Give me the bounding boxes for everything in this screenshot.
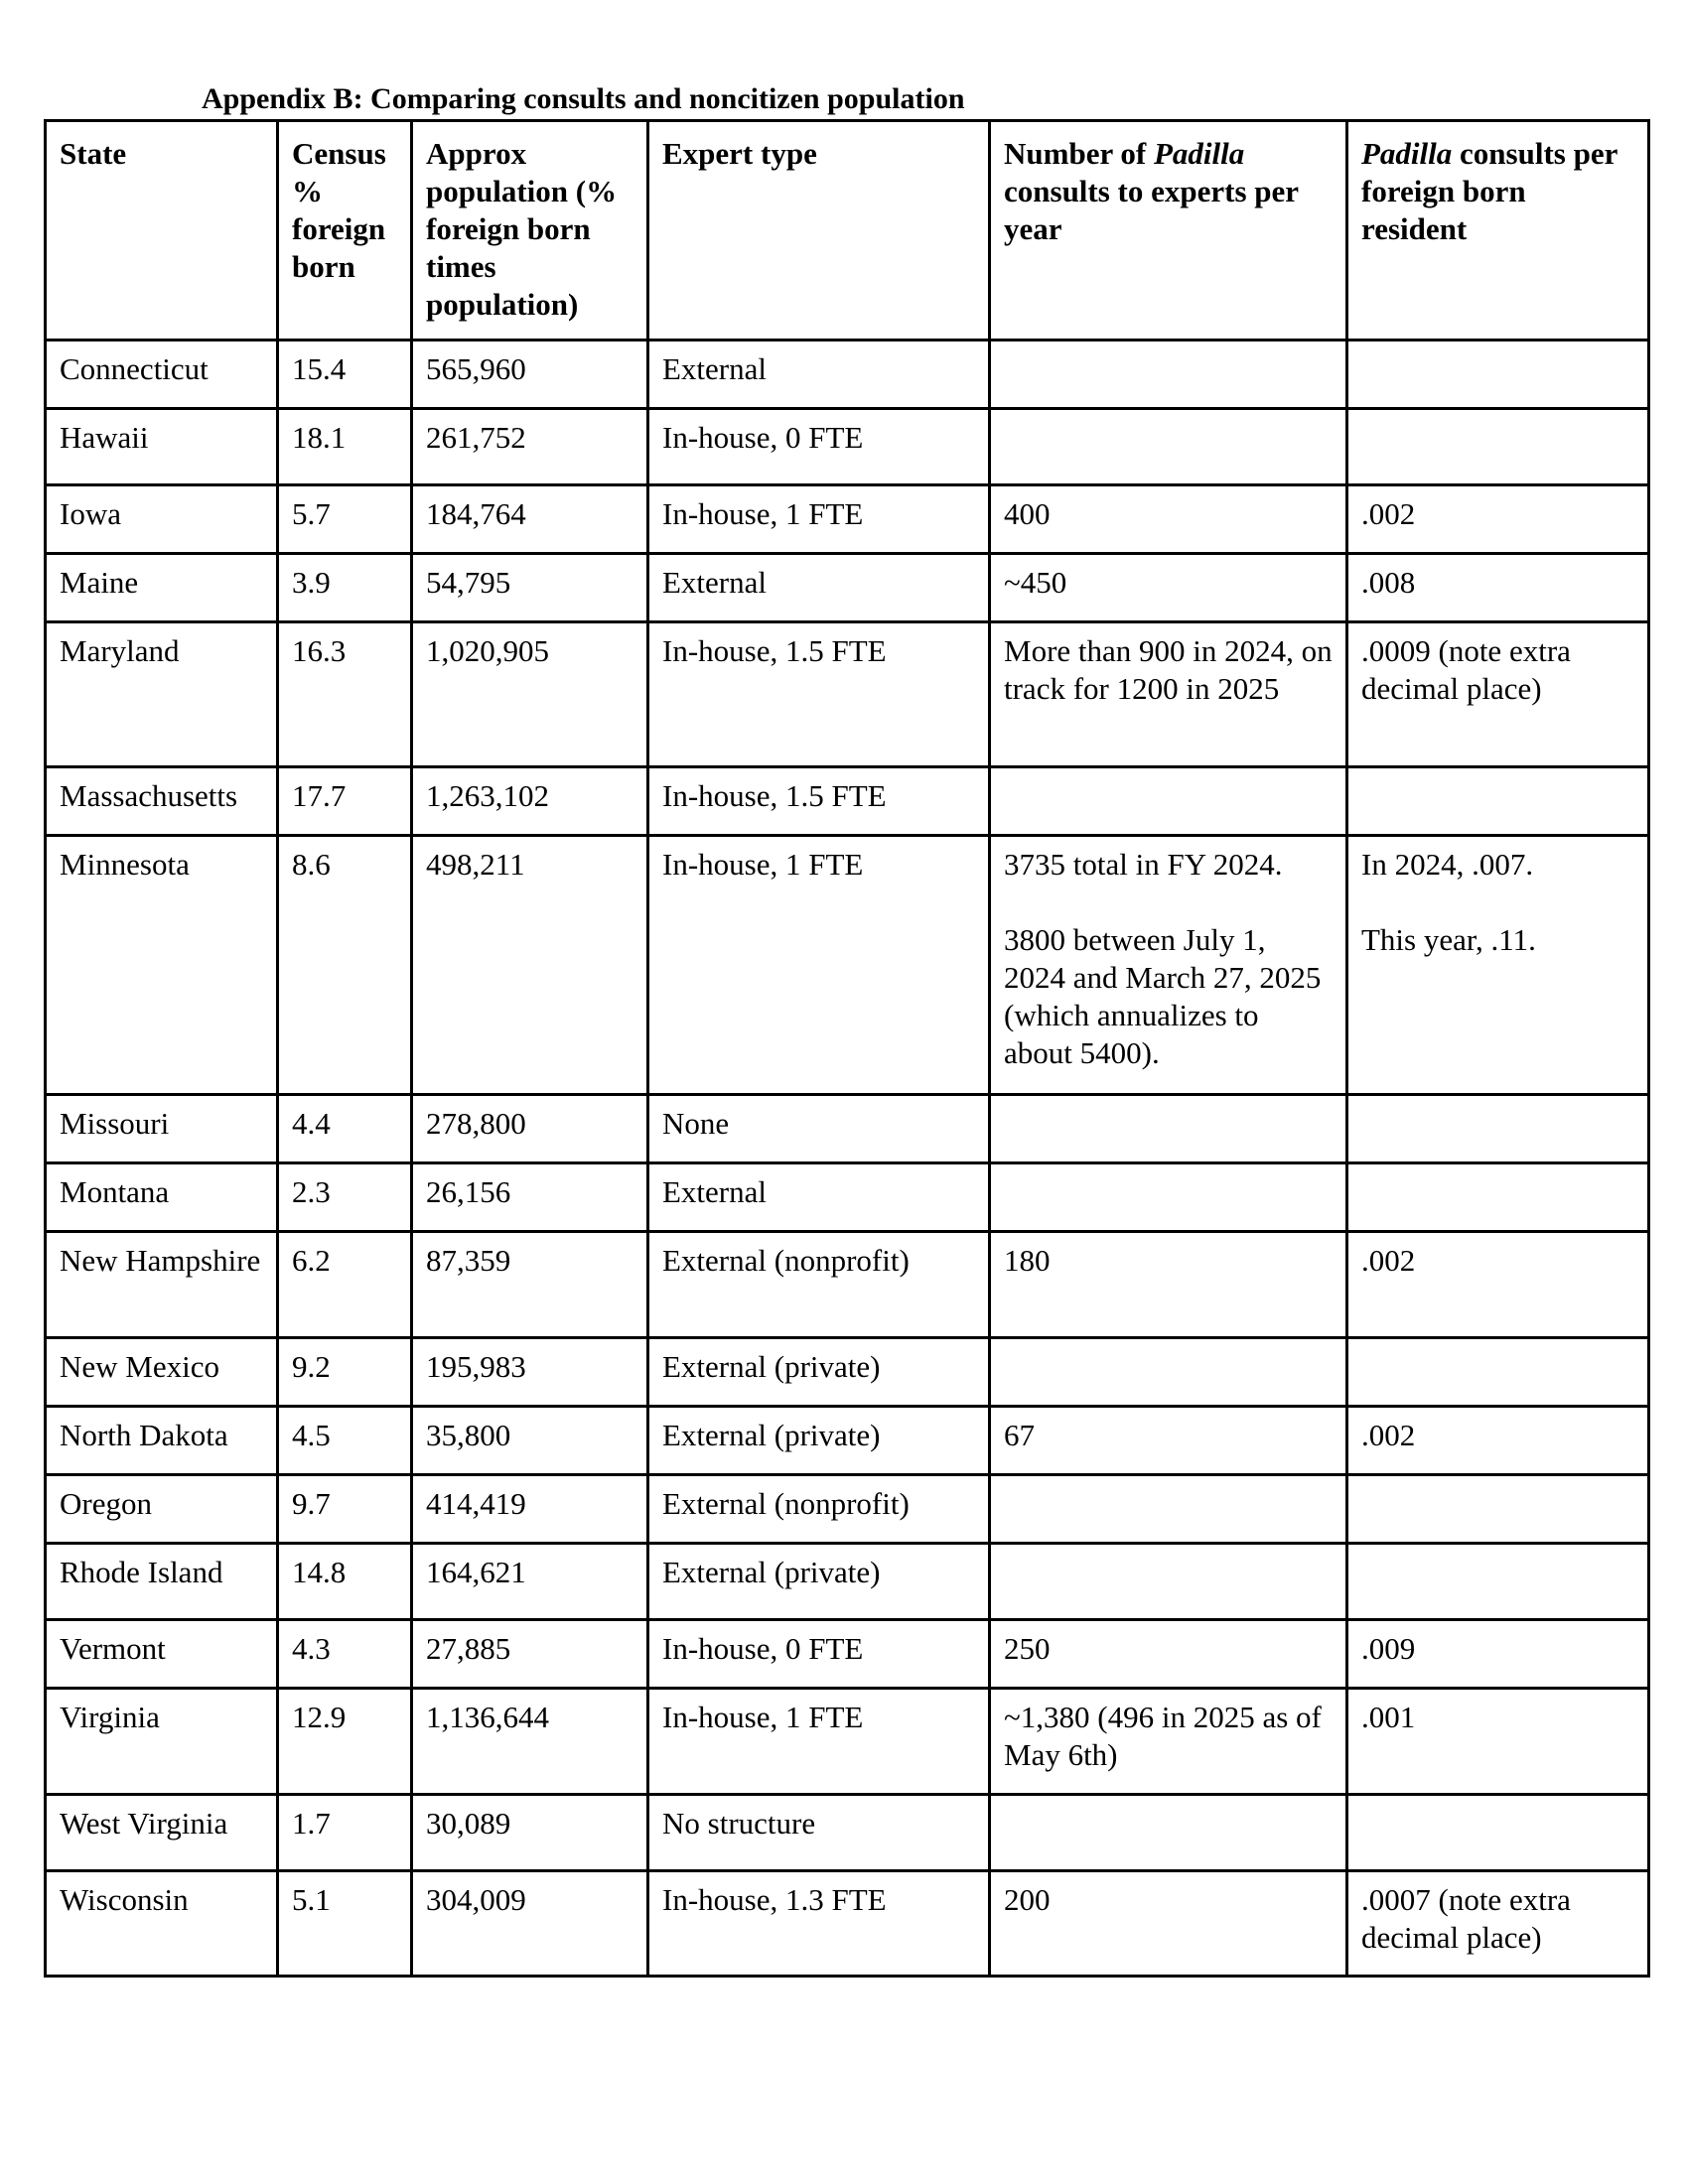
approx-population-cell [412, 622, 648, 767]
expert-type-cell [648, 1475, 990, 1544]
approx-population-cell [412, 1544, 648, 1620]
expert-type-cell [648, 1689, 990, 1795]
expert-type-cell-text: External [662, 1174, 768, 1209]
census-cell-text: 17.7 [292, 778, 347, 813]
approx-population-cell-text: 164,621 [426, 1555, 526, 1589]
state-cell-text: Missouri [60, 1106, 170, 1141]
census-cell [278, 1871, 412, 1977]
consults-ratio-cell [1347, 1795, 1649, 1871]
table-row [46, 554, 1649, 622]
state-cell-text: Minnesota [60, 847, 190, 882]
census-cell-text: 8.6 [292, 847, 331, 882]
table-row [46, 485, 1649, 554]
approx-population-cell [412, 1163, 648, 1232]
approx-population-cell [412, 1620, 648, 1689]
header-number-italic: Padilla [1153, 136, 1245, 171]
header-number-pre: Number of [1004, 136, 1154, 171]
approx-population-cell [412, 1338, 648, 1407]
approx-population-cell-text: 304,009 [426, 1882, 526, 1917]
consults-ratio-cell [1347, 1232, 1649, 1338]
state-cell [46, 1407, 278, 1475]
table-row [46, 1620, 1649, 1689]
census-cell-text: 4.3 [292, 1631, 331, 1666]
census-cell [278, 836, 412, 1095]
state-cell-text: New Hampshire [60, 1243, 261, 1278]
expert-type-cell-text: External (private) [662, 1349, 881, 1384]
expert-type-cell [648, 1544, 990, 1620]
census-cell [278, 554, 412, 622]
expert-type-cell-text: External [662, 565, 768, 600]
approx-population-cell-text: 261,752 [426, 420, 526, 455]
approx-population-cell-text: 565,960 [426, 351, 526, 386]
consults-number-cell [990, 622, 1347, 767]
consults-number-cell [990, 485, 1347, 554]
census-cell [278, 1338, 412, 1407]
state-cell-text: Connecticut [60, 351, 209, 386]
table-row [46, 1544, 1649, 1620]
consults-number-cell [990, 1620, 1347, 1689]
census-cell [278, 1407, 412, 1475]
consults-ratio-cell [1347, 409, 1649, 485]
consults-ratio-cell [1347, 1871, 1649, 1977]
state-cell-text: Iowa [60, 496, 121, 531]
approx-population-cell-text: 87,359 [426, 1243, 511, 1278]
census-cell-text: 15.4 [292, 351, 347, 386]
census-cell-text: 18.1 [292, 420, 347, 455]
consults-number-cell [990, 1407, 1347, 1475]
census-cell [278, 1163, 412, 1232]
consults-number-cell [990, 1232, 1347, 1338]
state-cell [46, 1232, 278, 1338]
consults-table [44, 119, 1650, 1978]
approx-population-cell [412, 1407, 648, 1475]
census-cell-text: 12.9 [292, 1700, 347, 1734]
consults-ratio-cell-text: .0007 (note extra decimal place) [1361, 1882, 1571, 1955]
state-cell [46, 767, 278, 836]
approx-population-cell [412, 485, 648, 554]
approx-population-cell-text: 195,983 [426, 1349, 526, 1384]
state-cell [46, 1475, 278, 1544]
approx-population-cell-text: 1,136,644 [426, 1700, 549, 1734]
table-row [46, 767, 1649, 836]
consults-ratio-cell [1347, 554, 1649, 622]
state-cell-text: Maryland [60, 633, 180, 668]
census-cell-text: 14.8 [292, 1555, 347, 1589]
consults-ratio-cell-text: .0009 (note extra decimal place) [1361, 633, 1571, 706]
consults-number-cell-text: 400 [1004, 496, 1051, 531]
table-header-row [46, 121, 1649, 341]
approx-population-cell [412, 767, 648, 836]
state-cell-text: Hawaii [60, 420, 149, 455]
consults-number-cell [990, 554, 1347, 622]
approx-population-cell-text: 30,089 [426, 1806, 511, 1841]
approx-population-cell [412, 1795, 648, 1871]
consults-number-cell [990, 1475, 1347, 1544]
consults-number-cell [990, 1689, 1347, 1795]
expert-type-cell [648, 1871, 990, 1977]
expert-type-cell-text: External (private) [662, 1418, 881, 1452]
expert-type-cell [648, 1095, 990, 1163]
expert-type-cell [648, 1407, 990, 1475]
consults-ratio-cell-text: .009 [1361, 1631, 1416, 1666]
census-cell-text: 4.5 [292, 1418, 331, 1452]
consults-ratio-cell [1347, 485, 1649, 554]
census-cell [278, 1689, 412, 1795]
state-cell [46, 1338, 278, 1407]
consults-ratio-cell-text: In 2024, .007. [1361, 847, 1534, 882]
expert-type-cell [648, 1163, 990, 1232]
state-cell [46, 409, 278, 485]
approx-population-cell-text: 1,020,905 [426, 633, 549, 668]
consults-ratio-cell [1347, 1544, 1649, 1620]
consults-number-cell-text-2: 3800 between July 1, 2024 and March 27, 2025 (which annualizes to about 5400). [1004, 922, 1322, 1070]
table-row [46, 836, 1649, 1095]
header-consults-per-resident [1347, 121, 1649, 341]
state-cell-text: Wisconsin [60, 1882, 189, 1917]
consults-ratio-cell [1347, 1163, 1649, 1232]
consults-number-cell [990, 836, 1347, 1095]
table-row [46, 1871, 1649, 1977]
approx-population-cell [412, 1871, 648, 1977]
consults-ratio-cell [1347, 1475, 1649, 1544]
table-row [46, 1338, 1649, 1407]
approx-population-cell-text: 27,885 [426, 1631, 511, 1666]
expert-type-cell [648, 836, 990, 1095]
consults-number-cell [990, 1871, 1347, 1977]
table-row [46, 1795, 1649, 1871]
consults-ratio-cell [1347, 1338, 1649, 1407]
state-cell [46, 554, 278, 622]
approx-population-cell [412, 409, 648, 485]
paragraph-gap [1361, 884, 1635, 921]
state-cell-text: West Virginia [60, 1806, 228, 1841]
consults-number-cell-text: ~1,380 (496 in 2025 as of May 6th) [1004, 1700, 1322, 1772]
approx-population-cell [412, 1232, 648, 1338]
consults-ratio-cell-text: .002 [1361, 1418, 1416, 1452]
state-cell [46, 341, 278, 409]
census-cell-text: 1.7 [292, 1806, 331, 1841]
state-cell [46, 622, 278, 767]
page-title: Appendix B: Comparing consults and noncitizen population [202, 82, 965, 115]
consults-number-cell [990, 1338, 1347, 1407]
census-cell-text: 6.2 [292, 1243, 331, 1278]
consults-ratio-cell-text: .002 [1361, 1243, 1416, 1278]
census-cell-text: 3.9 [292, 565, 331, 600]
state-cell [46, 836, 278, 1095]
consults-number-cell [990, 409, 1347, 485]
table-row [46, 1407, 1649, 1475]
census-cell-text: 5.1 [292, 1882, 331, 1917]
expert-type-cell-text: No structure [662, 1806, 816, 1841]
expert-type-cell-text: In-house, 1.5 FTE [662, 633, 887, 668]
state-cell [46, 485, 278, 554]
state-cell [46, 1871, 278, 1977]
consults-number-cell-text: 250 [1004, 1631, 1051, 1666]
consults-number-cell [990, 1163, 1347, 1232]
table-row [46, 341, 1649, 409]
consults-number-cell-text: 200 [1004, 1882, 1051, 1917]
consults-ratio-cell-text: .001 [1361, 1700, 1416, 1734]
consults-number-cell [990, 1544, 1347, 1620]
census-cell [278, 767, 412, 836]
census-cell [278, 409, 412, 485]
census-cell-text: 2.3 [292, 1174, 331, 1209]
census-cell [278, 341, 412, 409]
consults-ratio-cell-text: .002 [1361, 496, 1416, 531]
consults-number-cell-text: 3735 total in FY 2024. [1004, 847, 1283, 882]
state-cell-text: Vermont [60, 1631, 166, 1666]
expert-type-cell-text: In-house, 1 FTE [662, 847, 864, 882]
expert-type-cell [648, 1795, 990, 1871]
census-cell [278, 1795, 412, 1871]
approx-population-cell [412, 1475, 648, 1544]
header-ratio-post: consults per foreign born resident [1361, 136, 1618, 246]
census-cell [278, 1095, 412, 1163]
expert-type-cell-text: External [662, 351, 768, 386]
table-row [46, 1163, 1649, 1232]
expert-type-cell-text: None [662, 1106, 730, 1141]
census-cell-text: 4.4 [292, 1106, 331, 1141]
census-cell [278, 1544, 412, 1620]
expert-type-cell-text: External (nonprofit) [662, 1243, 910, 1278]
consults-ratio-cell [1347, 1620, 1649, 1689]
consults-number-cell-text: More than 900 in 2024, on track for 1200 in 2025 [1004, 633, 1333, 706]
expert-type-cell-text: In-house, 1 FTE [662, 496, 864, 531]
consults-ratio-cell [1347, 622, 1649, 767]
consults-number-cell-text: 180 [1004, 1243, 1051, 1278]
paragraph-gap [1004, 884, 1334, 921]
consults-ratio-cell [1347, 1407, 1649, 1475]
state-cell-text: Virginia [60, 1700, 160, 1734]
expert-type-cell-text: In-house, 1 FTE [662, 1700, 864, 1734]
consults-ratio-cell-text: .008 [1361, 565, 1416, 600]
approx-population-cell [412, 341, 648, 409]
header-number-of-consults [990, 121, 1347, 341]
table-row [46, 1475, 1649, 1544]
table-row [46, 409, 1649, 485]
expert-type-cell [648, 767, 990, 836]
expert-type-cell [648, 409, 990, 485]
consults-number-cell [990, 767, 1347, 836]
consults-ratio-cell [1347, 1689, 1649, 1795]
state-cell [46, 1163, 278, 1232]
expert-type-cell-text: External (private) [662, 1555, 881, 1589]
consults-ratio-cell-text-2: This year, .11. [1361, 922, 1536, 957]
header-number-post: consults to experts per year [1004, 174, 1299, 246]
table-row [46, 1232, 1649, 1338]
state-cell [46, 1544, 278, 1620]
header-state: State [46, 121, 278, 341]
approx-population-cell-text: 414,419 [426, 1486, 526, 1521]
expert-type-cell [648, 1232, 990, 1338]
census-cell-text: 9.7 [292, 1486, 331, 1521]
table-row [46, 622, 1649, 767]
approx-population-cell [412, 1095, 648, 1163]
census-cell [278, 485, 412, 554]
consults-ratio-cell [1347, 1095, 1649, 1163]
expert-type-cell-text: In-house, 1.5 FTE [662, 778, 887, 813]
state-cell-text: Maine [60, 565, 139, 600]
approx-population-cell-text: 54,795 [426, 565, 511, 600]
expert-type-cell [648, 1338, 990, 1407]
census-cell-text: 16.3 [292, 633, 347, 668]
census-cell-text: 5.7 [292, 496, 331, 531]
state-cell [46, 1620, 278, 1689]
approx-population-cell-text: 498,211 [426, 847, 525, 882]
approx-population-cell-text: 1,263,102 [426, 778, 549, 813]
consults-ratio-cell [1347, 341, 1649, 409]
census-cell-text: 9.2 [292, 1349, 331, 1384]
consults-ratio-cell [1347, 767, 1649, 836]
consults-number-cell [990, 1795, 1347, 1871]
state-cell [46, 1095, 278, 1163]
state-cell-text: North Dakota [60, 1418, 228, 1452]
expert-type-cell [648, 341, 990, 409]
state-cell-text: Rhode Island [60, 1555, 223, 1589]
state-cell [46, 1689, 278, 1795]
approx-population-cell [412, 1689, 648, 1795]
header-expert-type: Expert type [648, 121, 990, 341]
table-row [46, 1689, 1649, 1795]
state-cell-text: Montana [60, 1174, 170, 1209]
header-ratio-italic: Padilla [1361, 136, 1453, 171]
header-approx-population: Approx population (% foreign born times population) [412, 121, 648, 341]
state-cell-text: Massachusetts [60, 778, 238, 813]
state-cell [46, 1795, 278, 1871]
expert-type-cell [648, 1620, 990, 1689]
state-cell-text: New Mexico [60, 1349, 219, 1384]
census-cell [278, 622, 412, 767]
consults-number-cell-text: ~450 [1004, 565, 1067, 600]
census-cell [278, 1475, 412, 1544]
consults-number-cell-text: 67 [1004, 1418, 1035, 1452]
approx-population-cell-text: 278,800 [426, 1106, 526, 1141]
consults-ratio-cell [1347, 836, 1649, 1095]
consults-number-cell [990, 341, 1347, 409]
approx-population-cell-text: 35,800 [426, 1418, 511, 1452]
expert-type-cell-text: In-house, 0 FTE [662, 1631, 864, 1666]
expert-type-cell-text: External (nonprofit) [662, 1486, 910, 1521]
approx-population-cell-text: 26,156 [426, 1174, 511, 1209]
approx-population-cell [412, 554, 648, 622]
expert-type-cell-text: In-house, 0 FTE [662, 420, 864, 455]
table-row [46, 1095, 1649, 1163]
census-cell [278, 1232, 412, 1338]
state-cell-text: Oregon [60, 1486, 152, 1521]
census-cell [278, 1620, 412, 1689]
expert-type-cell [648, 622, 990, 767]
expert-type-cell-text: In-house, 1.3 FTE [662, 1882, 887, 1917]
expert-type-cell [648, 485, 990, 554]
expert-type-cell [648, 554, 990, 622]
approx-population-cell [412, 836, 648, 1095]
consults-number-cell [990, 1095, 1347, 1163]
header-census: Census % foreign born [278, 121, 412, 341]
approx-population-cell-text: 184,764 [426, 496, 526, 531]
